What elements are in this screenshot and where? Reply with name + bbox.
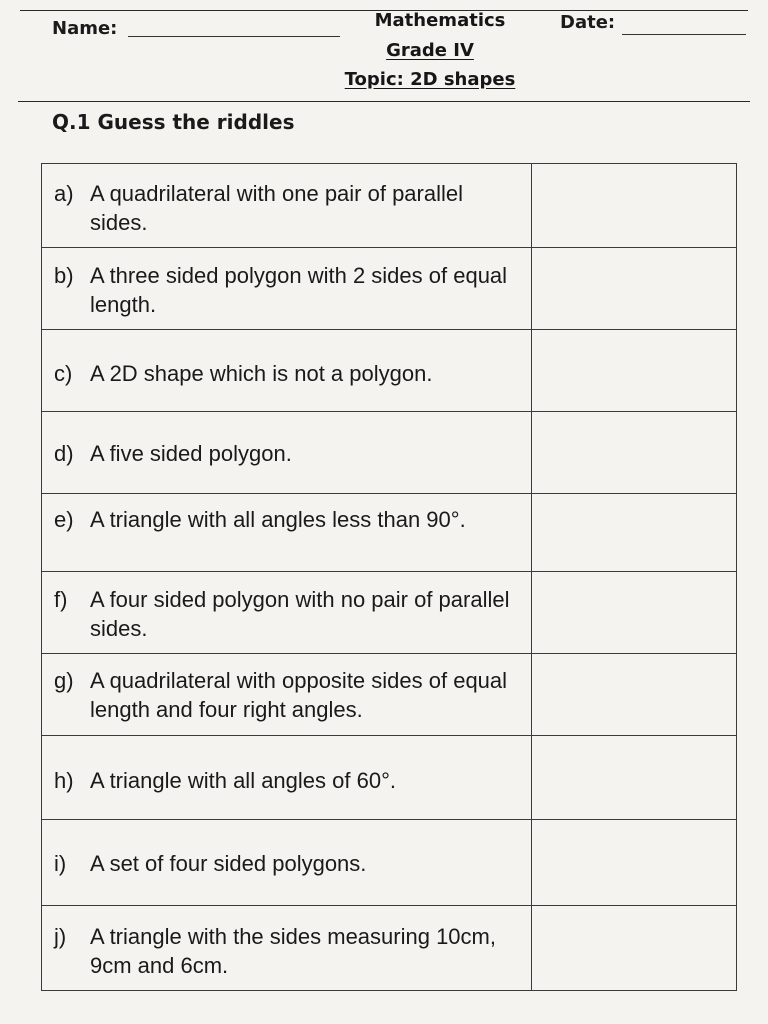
grade-title: Grade IV bbox=[386, 40, 474, 61]
riddles-table bbox=[41, 163, 737, 991]
row-divider bbox=[42, 571, 736, 572]
date-field[interactable] bbox=[622, 34, 746, 35]
riddle-i bbox=[54, 849, 524, 878]
riddle-j bbox=[54, 922, 524, 980]
riddle-letter: e) bbox=[54, 507, 74, 532]
riddle-letter: j) bbox=[54, 924, 67, 949]
riddle-text: A triangle with all angles of 60°. bbox=[90, 768, 396, 793]
riddle-letter: a) bbox=[54, 181, 74, 206]
riddle-letter: b) bbox=[54, 263, 74, 288]
riddle-text: A five sided polygon. bbox=[90, 441, 292, 466]
riddle-g bbox=[54, 666, 524, 724]
riddle-letter: h) bbox=[54, 768, 74, 793]
riddle-f bbox=[54, 585, 524, 643]
row-divider bbox=[42, 411, 736, 412]
riddle-text: A set of four sided polygons. bbox=[90, 851, 367, 876]
riddle-text: A 2D shape which is not a polygon. bbox=[90, 361, 433, 386]
riddle-text: A four sided polygon with no pair of parallel sides. bbox=[90, 587, 510, 641]
row-divider bbox=[42, 735, 736, 736]
riddle-letter: c) bbox=[54, 361, 73, 386]
name-field[interactable] bbox=[128, 36, 340, 37]
riddle-letter: g) bbox=[54, 668, 74, 693]
name-label: Name: bbox=[52, 18, 118, 39]
answer-column-divider bbox=[531, 164, 532, 990]
row-divider bbox=[42, 247, 736, 248]
riddle-letter: i) bbox=[54, 851, 67, 876]
riddle-letter: f) bbox=[54, 587, 68, 612]
riddle-b bbox=[54, 261, 524, 319]
date-label: Date: bbox=[560, 12, 616, 33]
riddle-d bbox=[54, 439, 524, 468]
riddle-e bbox=[54, 505, 524, 534]
row-divider bbox=[42, 653, 736, 654]
riddle-text: A quadrilateral with opposite sides of equal length and four right angles. bbox=[90, 668, 508, 722]
riddle-h bbox=[54, 766, 524, 795]
riddle-a bbox=[54, 179, 524, 237]
topic-title: Topic: 2D shapes bbox=[344, 69, 516, 90]
row-divider bbox=[42, 493, 736, 494]
question-title: Q.1 Guess the riddles bbox=[52, 110, 295, 134]
riddle-text: A three sided polygon with 2 sides of equal length. bbox=[90, 263, 508, 317]
riddle-text: A triangle with all angles less than 90°. bbox=[90, 507, 466, 532]
riddle-text: A triangle with the sides measuring 10cm, 9cm and 6cm. bbox=[90, 924, 496, 978]
header-bottom-rule bbox=[18, 101, 750, 102]
row-divider bbox=[42, 819, 736, 820]
riddle-letter: d) bbox=[54, 441, 74, 466]
subject-title: Mathematics bbox=[374, 10, 506, 31]
riddle-c bbox=[54, 359, 524, 388]
row-divider bbox=[42, 329, 736, 330]
row-divider bbox=[42, 905, 736, 906]
riddle-text: A quadrilateral with one pair of parallel sides. bbox=[90, 181, 464, 235]
